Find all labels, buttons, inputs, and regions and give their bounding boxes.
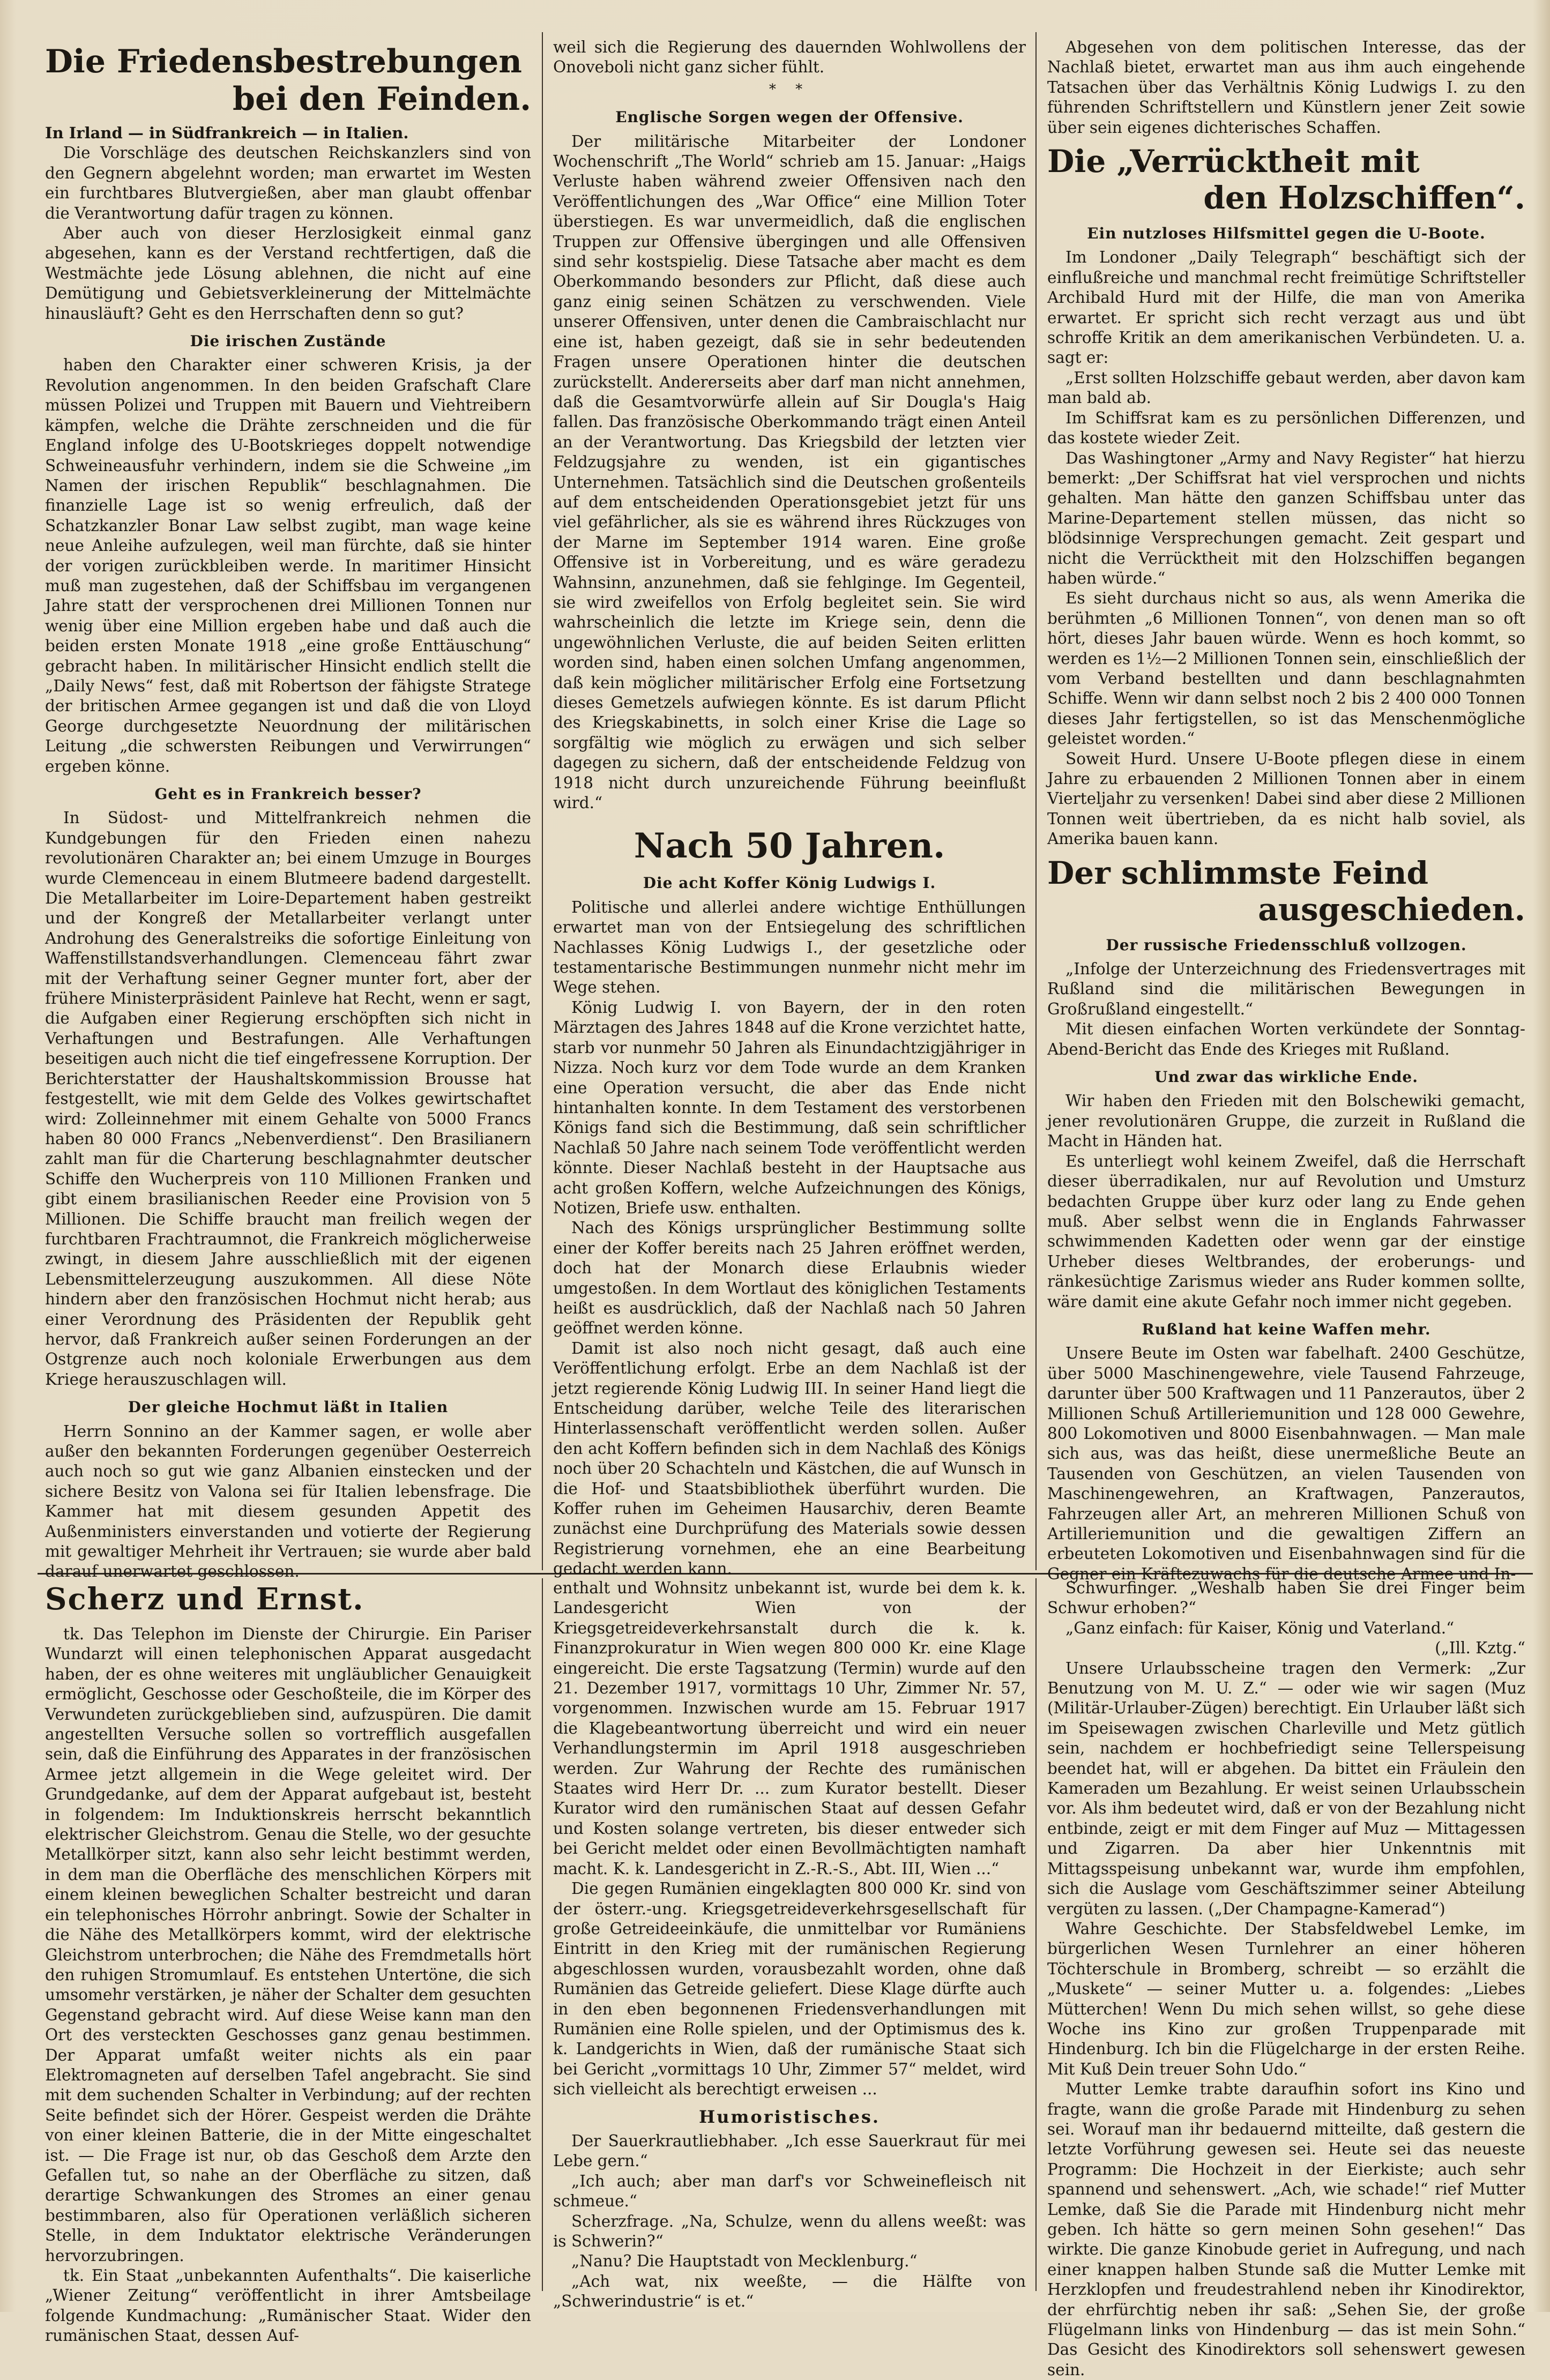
headline-line-1: Die „Verrücktheit mit: [1047, 143, 1420, 180]
subheading: Rußland hat keine Waffen mehr.: [1142, 1320, 1431, 1338]
article-headline: Nach 50 Jahren.: [634, 826, 945, 867]
paragraph: Herrn Sonnino an der Kammer sagen, er wolle aber außer den bekannten Forderungen gegenüber Oesterreich auch noch so gut wie ganz Albanien einstecken und der sichere Besitz von Valona sei für Italien lebensfrage. Die Kammer hat mit diesem gesunden Appetit des Außenministers einverstanden und votierte der Regierung mit gewaltiger Mehrheit ihr Vertrauen; sie wurde aber bald darauf unerwartet geschlossen.: [45, 1422, 531, 1581]
source-credit: („Ill. Kztg.“: [1435, 1639, 1525, 1658]
joke-line: „Ach wat, nix weeßte, — die Hälfte von „Schwerindustrie“ is et.“: [553, 2272, 1026, 2311]
paragraph: tk. Das Telephon im Dienste der Chirurgie. Ein Pariser Wundarzt will einen telephonischen Apparat ausgedacht haben, der es ohne weiteres mit ungläublicher Genauigkeit ermöglicht, Geschosse oder Geschoßteile, die im Körper des Verwundeten zurückgeblieben sind, aufzuspüren. Die damit angestellten Versuche sollen so vortrefflich ausgefallen sein, daß die Einführung des Apparates in der französischen Armee jetzt allgemein in die Wege geleitet wird. Der Grundgedanke, auf dem der Apparat aufgebaut ist, besteht in folgendem: Im Induktionskreis herrscht bekanntlich elektrischer Gleichstrom. Genau die Stelle, wo der gesuchte Metallkörper sitzt, kann also sehr leicht bestimmt werden, in dem man die Oberfläche des menschlichen Körpers mit einem kleinen beweglichen Schalter bestreicht und daran ein telephonisches Hörrohr anbringt. Sowie der Schalter in die Nähe des Metallkörpers kommt, wird der elektrische Gleichstrom unterbrochen; die Nähe des Fremdmetalls hört den ruhigen Stromumlauf. Es entstehen Untertöne, die sich umsomehr verstärken, je näher der Schalter dem gesuchten Gegenstand gebracht wird. Auf diese Weise kann man den Ort des versteckten Geschosses ganz genau bestimmen. Der Apparat umfaßt weiter nichts als ein paar Elektromagneten auf derselben Tafel angebracht. Sie sind mit dem suchenden Schalter in Verbindung; auf der rechten Seite befindet sich der Hörer. Gespeist werden die Drähte von einer kleinen Batterie, die in der Mitte eingeschaltet ist. — Die Frage ist nur, ob das Geschoß dem Arzte den Gefallen tut, so nahe an der Oberfläche zu sitzen, daß derartige Schwankungen des Stromes an einer genau bestimmbaren, also für Operationen verläßlich sicheren Stelle, in dem Induktator elektrische Veränderungen hervorzubringen.: [45, 1625, 532, 2265]
headline-line-1: Der schlimmste Feind: [1047, 854, 1429, 891]
joke-line: Der Sauerkrautliebhaber. „Ich esse Sauerkraut für mei Lebe gern.“: [553, 2131, 1026, 2170]
paragraph: Unsere Urlaubsscheine tragen den Vermerk: „Zur Benutzung von M. U. Z.“ — oder wie wir sagen (Muz (Militär-Urlauber-Zügen) berechtigt. Ein Urlauber läßt sich im Speisewagen zwischen Charleville und Metz gütlich sein, nachdem er hochbefriedigt seine Tellerspeisung beendet hat, will er abgehen. Da bittet ein Fräulein den Kameraden um Bezahlung. Er weist seinen Urlaubsschein vor. Als ihm bedeutet wird, daß er von der Bezahlung nicht entbinde, zeigt er mit dem Finger auf Muz — Mittagessen und Zigarren. Da aber hier Unkenntnis mit Mittagsspeisung unbekannt war, wurde ihm empfohlen, sich die Auslage vom Geschäftszimmer seiner Abteilung vergüten zu lassen. („Der Champagne-Kamerad“): [1047, 1659, 1525, 1918]
paragraph: weil sich die Regierung des dauernden Wohlwollens der Onoveboli nicht ganz sicher fühlt.: [553, 38, 1026, 77]
paragraph: Es unterliegt wohl keinem Zweifel, daß die Herrschaft dieser überradikalen, nur auf Revolution und Umsturz bedachten Gruppe über kurz oder lang zu Ende gehen muß. Aber selbst wenn die in Englands Fahrwasser schwimmenden Kadetten oder wenn gar der einstige Urheber dieses Weltbrandes, der eroberungs- und ränkesüchtige Zarismus wieder ans Ruder kommen sollte, wäre damit eine akute Gefahr noch immer nicht gegeben.: [1047, 1152, 1525, 1311]
headline-line-2: ausgeschieden.: [1258, 891, 1525, 928]
paragraph: Aber auch von dieser Herzlosigkeit einmal ganz abgesehen, kann es der Verstand rechtfertigen, daß die Westmächte jede Lösung ablehnen, die nicht auf eine Demütigung und Gebietsverkleinerung der Mittelmächte hinausläuft? Geht es den Herrschaften denn so gut?: [45, 224, 531, 323]
paragraph: In Südost- und Mittelfrankreich nehmen die Kundgebungen für den Frieden einen nahezu revolutionären Charakter an; bei einem Umzuge in Bourges wurde Clemenceau in einem Blutmeere badend dargestellt. Die Metallarbeiter im Loire-Departement haben gestreikt und der Kongreß der Metallarbeiter verlangt unter Androhung des Generalstreiks die sofortige Einleitung von Waffenstillstandsverhandlungen. Clemenceau fährt zwar mit der Verhaftung seiner Gegner munter fort, aber der frühere Ministerpräsident Painleve hat Recht, wenn er sagt, die Aufgaben einer Regierung erschöpften sich nicht in Verhaftungen und Bestrafungen. Alle Verhaftungen beseitigen auch nicht die tief eingefressene Korruption. Der Berichterstatter der Haushaltskommission Brousse hat festgestellt, wie mit dem Gelde des Volkes gewirtschaftet wird: Zolleinnehmer mit einem Gehalte von 5000 Francs haben 80 000 Francs „Nebenverdienst“. Den Brasilianern zahlt man für die Charterung beschlagnahmter deutscher Schiffe den Wucherpreis von 110 Millionen Franken und gibt einem brasilianischen Reeder eine Provision von 5 Millionen. Die Schiffe braucht man freilich wegen der furchtbaren Frachtraumnot, die Frankreich möglicherweise zwingt, in diesem Jahre ausschließlich mit der eigenen Lebensmittelerzeugung auszukommen. All diese Nöte hindern aber den französischen Hochmut nicht herab; aus einer Verordnung des Präsidenten der Republik geht hervor, daß Frankreich außer seinen Forderungen an der Ostgrenze auch noch koloniale Erwerbungen aus dem Kriege herauszuschlagen will.: [45, 809, 531, 1389]
column-rule: [1035, 1578, 1037, 2291]
article-headline: [1047, 143, 1525, 216]
paragraph: Politische und allerlei andere wichtige Enthüllungen erwartet man von der Entsiegelung des schriftlichen Nachlasses König Ludwigs I., der gesetzliche oder testamentarische Bestimmungen nunmehr nicht mehr im Wege stehen.: [553, 898, 1026, 997]
column-rule: [542, 1578, 543, 2291]
bottom-column-1: [38, 1578, 539, 2345]
paragraph: Im Londoner „Daily Telegraph“ beschäftigt sich der einflußreiche und manchmal recht freimütige Schriftsteller Archibald Hurd mit der Hilfe, die man von Amerika erwartet. Er spricht sich recht verzagt aus und übt schroffe Kritik an dem amerikanischen Verbündeten. U. a. sagt er:: [1047, 248, 1525, 367]
bottom-column-2: [546, 1578, 1033, 2311]
column-1: [38, 38, 539, 1581]
paragraph: Wahre Geschichte. Der Stabsfeldwebel Lemke, im bürgerlichen Wesen Turnlehrer an einer höheren Töchterschule in Bromberg, schreibt — so erzählt die „Muskete“ — seiner Mutter u. a. folgendes: „Liebes Mütterchen! Wenn Du mich sehen willst, so gehe diese Woche ins Kino zur großen Truppenparade mit Hindenburg. Ich bin die Flügelcharge in der ersten Reihe. Mit Kuß Dein treuer Sohn Udo.“: [1047, 1919, 1525, 2078]
joke-line: Schwurfinger. „Weshalb haben Sie drei Finger beim Schwur erhoben?“: [1047, 1579, 1525, 1617]
paragraph: Mit diesen einfachen Worten verkündete der Sonntag-Abend-Bericht das Ende des Krieges mit Rußland.: [1047, 1020, 1525, 1058]
paragraph: Die Vorschläge des deutschen Reichskanzlers sind von den Gegnern abgelehnt worden; man erwartet im Westen ein furchtbares Blutvergießen, aber man glaubt offenbar die Verantwortung dafür tragen zu können.: [45, 144, 531, 222]
section-title: Scherz und Ernst.: [45, 1581, 364, 1617]
article-kicker: Die acht Koffer König Ludwigs I.: [643, 874, 936, 892]
paragraph: Damit ist also noch nicht gesagt, daß auch eine Veröffentlichung erfolgt. Erbe an dem Nachlaß ist der jetzt regierende König Ludwig III. In seiner Hand liegt die Entscheidung darüber, welche Teile des literarischen Hinterlassenschaft veröffentlicht werden sollen. Außer den acht Koffern befinden sich in dem Nachlaß des Königs noch über 20 Schachteln und Kästchen, die auf Wunsch in die Hof- und Staatsbibliothek überführt wurden. Die Koffer ruhen im Geheimen Hausarchiv, deren Beamte zunächst eine Durchprüfung des Materials sowie dessen Registrierung vornehmen, ehe an eine Bearbeitung gedacht werden kann.: [553, 1339, 1026, 1578]
paragraph: Mutter Lemke trabte daraufhin sofort ins Kino und fragte, wann die große Parade mit Hindenburg zu sehen sei. Worauf man ihr bedauernd mitteilte, daß gestern die letzte Vorführung gewesen sei. Heute sei das neueste Programm: Die Hochzeit in der Eierkiste; auch sehr spannend und sehenswert. „Ach, wie schade!“ rief Mutter Lemke, daß Sie die Parade mit Hindenburg nicht mehr geben. Ich hätte so gern meinen Sohn gesehen!“ Das wirkte. Die ganze Kinobude geriet in Aufregung, und nach einer knappen halben Stunde saß die Mutter Lemke mit Herzklopfen und freudestrahlend neben ihr Kinodirektor, der ehrfürchtig neben ihr saß: „Sehen Sie, der große Flügelmann links von Hindenburg — das ist mein Sohn.“ Das Gesicht des Kinodirektors soll sehenswert gewesen sein.: [1047, 2080, 1525, 2379]
subheading: Englische Sorgen wegen der Offensive.: [615, 108, 964, 126]
subheading: Geht es in Frankreich besser?: [154, 785, 422, 803]
paragraph: enthalt und Wohnsitz unbekannt ist, wurde bei dem k. k. Landesgericht Wien von der Kriegsgetreideverkehrsanstalt durch die k. k. Finanzprokuratur in Wien wegen 800 000 Kr. eine Klage eingereicht. Die erste Tagsatzung (Termin) wurde auf den 21. Dezember 1917, vormittags 10 Uhr, Zimmer Nr. 57, vorgenommen. Inzwischen wurde am 15. Februar 1917 die Klagebeantwortung überreicht und wird ein neuer Verhandlungstermin im April 1918 ausgeschrieben werden. Zur Wahrung der Rechte des rumänischen Staates wird Herr Dr. ... zum Kurator bestellt. Dieser Kurator wird den rumänischen Staat auf dessen Gefahr und Kosten solange vertreten, bis dieser entweder sich bei Gericht meldet oder einen Bevollmächtigten namhaft macht. K. k. Landesgericht in Z.-R.-S., Abt. III, Wien ...“: [553, 1579, 1026, 1878]
column-rule: [542, 32, 543, 1570]
headline-line-2: den Holzschiffen“.: [1203, 180, 1525, 217]
article-kicker: Ein nutzloses Hilfsmittel gegen die U-Boote.: [1087, 225, 1486, 243]
column-2: [546, 38, 1033, 1578]
paragraph: Im Schiffsrat kam es zu persönlichen Differenzen, und das kostete wieder Zeit.: [1047, 408, 1525, 447]
headline-line-2: bei den Feinden.: [233, 80, 531, 118]
column-rule: [1035, 32, 1037, 1570]
paragraph: haben den Charakter einer schweren Krisis, ja der Revolution angenommen. In den beiden Grafschaft Clare müssen Polizei und Truppen mit Bauern und Viehtreibern kämpfen, welche die Drähte zerschneiden und die für England infolge des U-Bootskrieges doppelt notwendige Schweineausfuhr verhindern, indem sie die Schweine „im Namen der irischen Republik“ beschlagnahmen. Die finanzielle Lage ist so wenig erfreulich, daß der Schatzkanzler Bonar Law selbst zugibt, man wage keine neue Anleihe aufzulegen, weil man fürchte, daß sie hinter der vorigen zurückbleiben werde. In maritimer Hinsicht muß man zugestehen, daß der Schiffsbau im vergangenen Jahre statt der versprochenen drei Millionen Tonnen nur wenig über eine Million ergeben habe und daß auch die beiden ersten Monate 1918 „eine große Enttäuschung“ gebracht haben. In militärischer Hinsicht endlich stellt die „Daily News“ fest, daß mit Robertson der fähigste Stratege der britischen Armee gegangen ist und daß die von Lloyd George durchgesetzte Neuordnung der militärischen Leitung „die schwersten Reibungen und Verwirrungen“ ergeben könne.: [45, 356, 531, 775]
paragraph: König Ludwig I. von Bayern, der in den roten Märztagen des Jahres 1848 auf die Krone verzichtet hatte, starb vor nunmehr 50 Jahren als Einundachtzigjähriger in Nizza. Noch kurz vor dem Tode wurde an dem Kranken eine Operation versucht, die aber das Ende nicht hintanhalten konnte. In dem Testament des verstorbenen Königs fand sich die Bestimmung, daß sein schriftlicher Nachlaß 50 Jahre nach seinem Tode veröffentlicht werden könnte. Dieser Nachlaß besteht in der Hauptsache aus acht großen Koffern, welche Aufzeichnungen des Königs, Notizen, Briefe usw. enthalten.: [553, 998, 1026, 1217]
paragraph: Das Washingtoner „Army and Navy Register“ hat hierzu bemerkt: „Der Schiffsrat hat viel versprochen und nichts gehalten. Man hätte den ganzen Schiffsbau unter das Marine-Departement stellen müssen, das nicht so blödsinnige Versprechungen gemacht. Zeit gespart und nicht die Verrücktheit mit den Holzschiffen begangen haben würde.“: [1047, 449, 1525, 587]
bottom-column-3: [1040, 1578, 1533, 2379]
paragraph: Nach des Königs ursprünglicher Bestimmung sollte einer der Koffer bereits nach 25 Jahren eröffnet werden, doch hat der Monarch diese Erlaubnis wieder umgestoßen. In dem Wortlaut des königlichen Testaments heißt es ausdrücklich, daß der Nachlaß nach 50 Jahren geöffnet werden könne.: [553, 1219, 1026, 1338]
joke-line: „Nanu? Die Hauptstadt von Mecklenburg.“: [571, 2252, 918, 2271]
column-3: [1040, 38, 1533, 1583]
subheading: Die irischen Zustände: [190, 332, 386, 350]
subheading: Und zwar das wirkliche Ende.: [1154, 1068, 1418, 1086]
article-headline: [45, 43, 531, 118]
paragraph: Es sieht durchaus nicht so aus, als wenn Amerika die berühmten „6 Millionen Tonnen“, von denen man so oft hört, dieses Jahr bauen würde. Wenn es hoch kommt, so werden es 1½—2 Millionen Tonnen sein, einschließlich der vom Verband bestellten und dann beschlagnahmten Schiffe. Wenn wir dann selbst noch 2 bis 2 400 000 Tonnen dieses Jahr fertigstellen, so ist das Menschenmögliche geleistet worden.“: [1047, 589, 1525, 748]
paragraph: Soweit Hurd. Unsere U-Boote pflegen diese in einem Jahre zu erbauenden 2 Millionen Tonnen aber in einem Vierteljahr zu versenken! Dabei sind aber diese 2 Millionen Tonnen weit übertrieben, da es nicht halb soviel, als Amerika bauen kann.: [1047, 749, 1525, 848]
paragraph: tk. Ein Staat „unbekannten Aufenthalts“. Die kaiserliche „Wiener Zeitung“ veröffentlicht in ihrer Amtsbeilage folgende Kundmachung: „Rumänischer Staat. Wider den rumänischen Staat, dessen Auf-: [45, 2266, 531, 2345]
subheading: Der gleiche Hochmut läßt in Italien: [128, 1398, 449, 1416]
paragraph: Wir haben den Frieden mit den Bolschewiki gemacht, jener revolutionären Gruppe, die zurzeit in Rußland die Macht in Händen hat.: [1047, 1092, 1525, 1151]
paragraph: „Erst sollten Holzschiffe gebaut werden, aber davon kam man bald ab.: [1047, 368, 1525, 407]
joke-line: Scherzfrage. „Na, Schulze, wenn du allens weeßt: was is Schwerin?“: [553, 2212, 1026, 2250]
joke-line: „Ich auch; aber man darf's vor Schweinefleisch nit schmeue.“: [553, 2172, 1026, 2211]
paragraph: Unsere Beute im Osten war fabelhaft. 2400 Geschütze, über 5000 Maschinengewehre, viele Tausend Fahrzeuge, darunter über 500 Kraftwagen und 11 Panzerautos, über 2 Millionen Schuß Artilleriemunition und 128 000 Gewehre, 800 Lokomotiven und 8000 Eisenbahnwagen. — Man male sich aus, was das heißt, diese unermeßliche Beute an Tausenden von Geschützen, an vielen Tausenden von Maschinengewehren, an Kraftwagen, Panzerautos, Fahrzeugen aller Art, an mehreren Millionen Schuß von Artilleriemunition und die gewaltigen Ziffern an erbeuteten Lokomotiven und Eisenbahnwagen sind für die Gegner ein Kräftezuwachs für die deutsche Armee und In-: [1047, 1344, 1525, 1583]
subheading: Humoristisches.: [699, 2106, 880, 2127]
separator-stars: * *: [769, 81, 810, 98]
headline-line-1: Die Friedensbestrebungen: [45, 43, 522, 80]
paragraph: Die gegen Rumänien eingeklagten 800 000 Kr. sind von der österr.-ung. Kriegsgetreideverkehrsgesellschaft für große Getreideeinkäufe, die unmittelbar vor Rumäniens Eintritt in den Krieg mit der rumänischen Regierung abgeschlossen wurden, vorausbezahlt worden, ohne daß Rumänien das Getreide geliefert. Diese Klage dürfte auch in den eben begonnenen Friedensverhandlungen mit Rumänien eine Rolle spielen, und der Optimismus des k. k. Landgerichts in Wien, daß der rumänische Staat sich bei Gericht „vormittags 10 Uhr, Zimmer 57“ meldet, wird sich vielleicht als berechtigt erweisen ...: [553, 1879, 1026, 2099]
paragraph: „Infolge der Unterzeichnung des Friedensvertrages mit Rußland sind die militärischen Bewegungen in Großrußland eingestellt.“: [1047, 960, 1525, 1018]
joke-line: „Ganz einfach: für Kaiser, König und Vaterland.“: [1065, 1618, 1455, 1637]
paragraph: Der militärische Mitarbeiter der Londoner Wochenschrift „The World“ schrieb am 15. Januar: „Haigs Verluste haben während zweier Offensiven nach den Veröffentlichungen des „War Office“ eine Million Toter überstiegen. Es war unvermeidlich, daß die englischen Truppen zur Offensive übergingen und alle Offensiven sind sehr kostspielig. Diese Tatsache aber macht es dem Oberkommando besonders zur Pflicht, daß diese auch ganz einig seinen Schätzen zu verschwenden. Viele unserer Offensiven, unter denen die Cambraischlacht nur eine ist, haben gezeigt, daß sie in sehr bedeutenden Fragen unsere Operationen hinter die deutschen zurückstellt. Andererseits aber darf man nicht annehmen, daß die Gesamtvorwürfe allein auf Sir Dougla's Haig fallen. Das französische Oberkommando trägt einen Anteil an der Verantwortung. Das Kriegsbild der letzten vier Feldzugsjahre zu wenden, ist ein gigantisches Unternehmen. Tatsächlich sind die Deutschen großenteils auf dem entscheidenden Operationsgebiet jetzt für uns viel gefährlicher, als sie es während ihres Rückzuges von der Marne im September 1914 waren. Eine große Offensive ist in Vorbereitung, und es wäre geradezu Wahnsinn, anzunehmen, daß sie fehlginge. Im Gegenteil, sie wird zweifellos von Erfolg begleitet sein. Sie wird wahrscheinlich die letzte im Kriege sein, denn die ungewöhnlichen Verluste, die auf beiden Seiten erlitten worden sind, haben einen solchen Umfang angenommen, daß kein möglicher militärischer Erfolg eine Fortsetzung dieses Gemetzels aufwiegen könnte. Es ist darum Pflicht des Kriegskabinetts, in solch einer Krise die Lage so sorgfältig wie möglich zu erwägen und sich selber dagegen zu sichern, daß der entscheidende Feldzug von 1918 nicht durch unzureichende Führung beeinflußt wird.“: [553, 132, 1026, 812]
article-kicker: Der russische Friedensschluß vollzogen.: [1106, 936, 1467, 954]
article-headline: [1047, 855, 1525, 928]
article-kicker: In Irland — in Südfrankreich — in Italien.: [45, 124, 409, 142]
paragraph: Abgesehen von dem politischen Interesse, das der Nachlaß bietet, erwartet man aus ihm auch eingehende Tatsachen über das Verhältnis König Ludwigs I. zu den führenden Schriftstellern und Künstlern jener Zeit sowie über sein eigenes dichterisches Schaffen.: [1047, 38, 1525, 137]
